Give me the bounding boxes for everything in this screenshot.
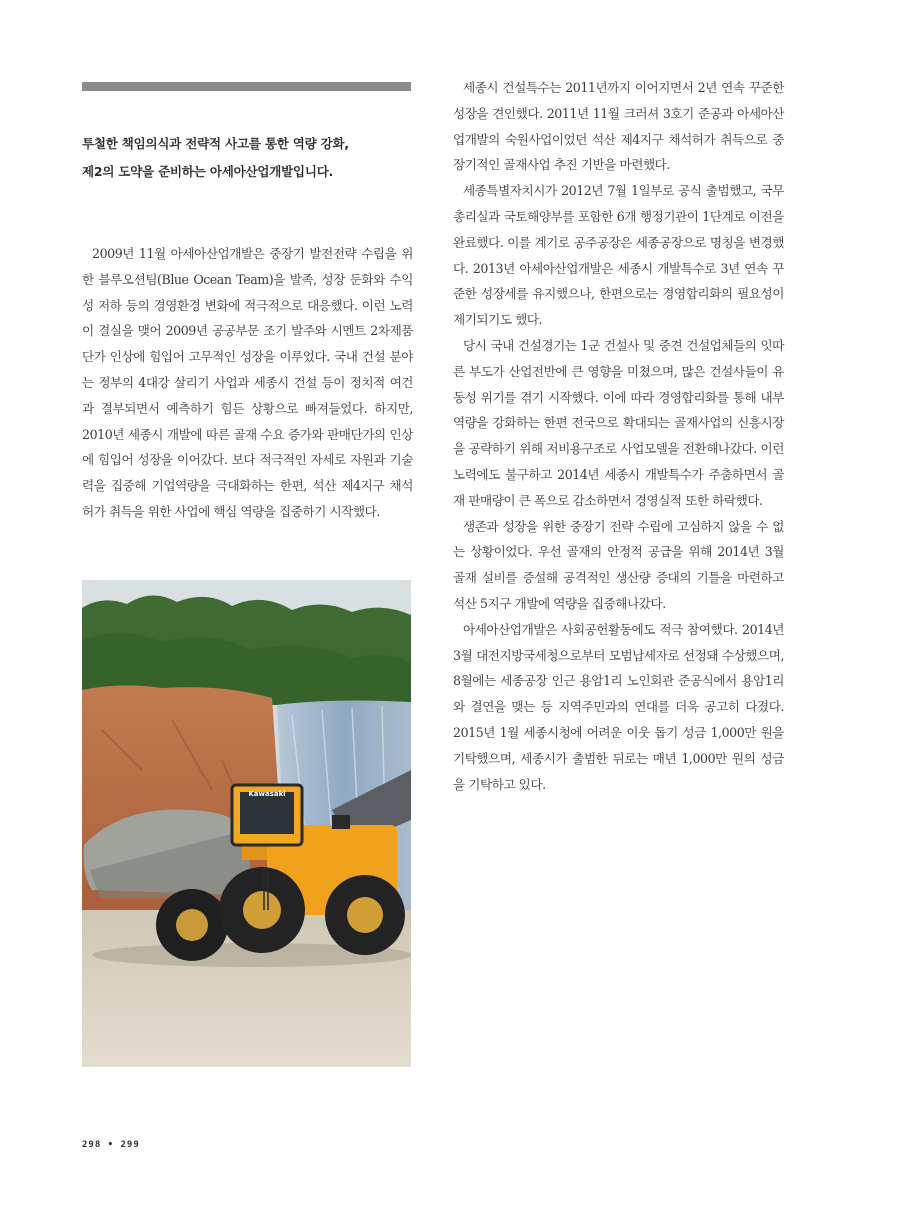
body-paragraph: 세종시 건설특수는 2011년까지 이어지면서 2년 연속 꾸준한 성장을 견인했다. 2011년 11월 크러셔 3호기 준공과 아세아산업개발의 숙원사업이었던 석산 제4지구 채석허가 취득으로 중장기적인 골재사업 추진 기반을 마련했다. bbox=[453, 80, 784, 173]
wheel-loader-photo bbox=[82, 580, 411, 1067]
quarry-scene-illustration bbox=[82, 580, 411, 1067]
page-numbers: 298 • 299 bbox=[82, 1140, 140, 1150]
subtitle-line-2: 제2의 도약을 준비하는 아세아산업개발입니다. bbox=[82, 164, 334, 179]
body-paragraph: 당시 국내 건설경기는 1군 건설사 및 중견 건설업체들의 잇따른 부도가 산업전반에 큰 영향을 미쳤으며, 많은 건설사들이 유동성 위기를 겪기 시작했다. 이에 따라 경영합리화를 통해 내부역량을 강화하는 한편 전국으로 확대되는 골재사업의 신흥시장을 공략하기 위해 저비용구조로 사업모델을 전환해나갔다. 이런 노력에도 불구하고 2014년 세종시 개발특수가 주춤하면서 골재 판매량이 큰 폭으로 감소하면서 경영실적 또한 하락했다. bbox=[453, 337, 784, 508]
left-column bbox=[82, 241, 413, 525]
body-paragraph: 세종특별자치시가 2012년 7월 1일부로 공식 출범했고, 국무총리실과 국토해양부를 포함한 6개 행정기관이 1단계로 이전을 완료했다. 이를 계기로 공주공장은 세종공장으로 명칭을 변경했다. 2013년 아세아산업개발은 세종시 개발특수로 3년 연속 꾸준한 성장세를 유지했으나, 한편으로는 경영합리화의 필요성이 제기되기도 했다. bbox=[453, 183, 784, 328]
loader-brand-label: Kawasaki bbox=[248, 790, 286, 798]
body-paragraph: 생존과 성장을 위한 중장기 전략 수립에 고심하지 않을 수 없는 상황이었다. 우선 골재의 안정적 공급을 위해 2014년 3월 골재 설비를 증설해 공격적인 생산량 증대의 기틀을 마련하고 석산 5지구 개발에 역량을 집중해나갔다. bbox=[453, 518, 784, 611]
cab-window bbox=[240, 792, 294, 834]
body-paragraph: 아세아산업개발은 사회공헌활동에도 적극 참여했다. 2014년 3월 대전지방국세청으로부터 모범납세자로 선정돼 수상했으며, 8월에는 세종공장 인근 용암1리 노인회관 준공식에서 용암1리와 결연을 맺는 등 지역주민과의 연대를 더욱 공고히 다졌다. 2015년 1월 세종시청에 어려운 이웃 돕기 성금 1,000만 원을 기탁했으며, 세종시가 출범한 뒤로는 매년 1,000만 원의 성금을 기탁하고 있다. bbox=[453, 621, 784, 792]
section-subtitle bbox=[82, 130, 422, 186]
right-column bbox=[453, 75, 784, 797]
subtitle-line-1: 투철한 책임의식과 전략적 사고를 통한 역량 강화, bbox=[82, 136, 349, 151]
body-paragraph: 2009년 11월 아세아산업개발은 중장기 발전전략 수립을 위한 블루오션팀(Blue Ocean Team)을 발족, 성장 둔화와 수익성 저하 등의 경영환경 변화에 적극적으로 대응했다. 이런 노력이 결실을 맺어 2009년 공공부문 조기 발주와 시멘트 2차제품 단가 인상에 힘입어 고무적인 성장을 이루었다. 국내 건설 분야는 정부의 4대강 살리기 사업과 세종시 건설 등이 정치적 여건과 결부되면서 예측하기 힘든 상황으로 빠져들었다. 하지만, 2010년 세종시 개발에 따른 골재 수요 증가와 판매단가의 인상에 힘입어 성장을 이어갔다. 보다 적극적인 자세로 자원과 기술력을 집중해 기업역량을 극대화하는 한편, 석산 제4지구 채석 허가 취득을 위한 사업에 핵심 역량을 집중하기 시작했다. bbox=[82, 246, 413, 519]
section-rule bbox=[82, 82, 411, 91]
